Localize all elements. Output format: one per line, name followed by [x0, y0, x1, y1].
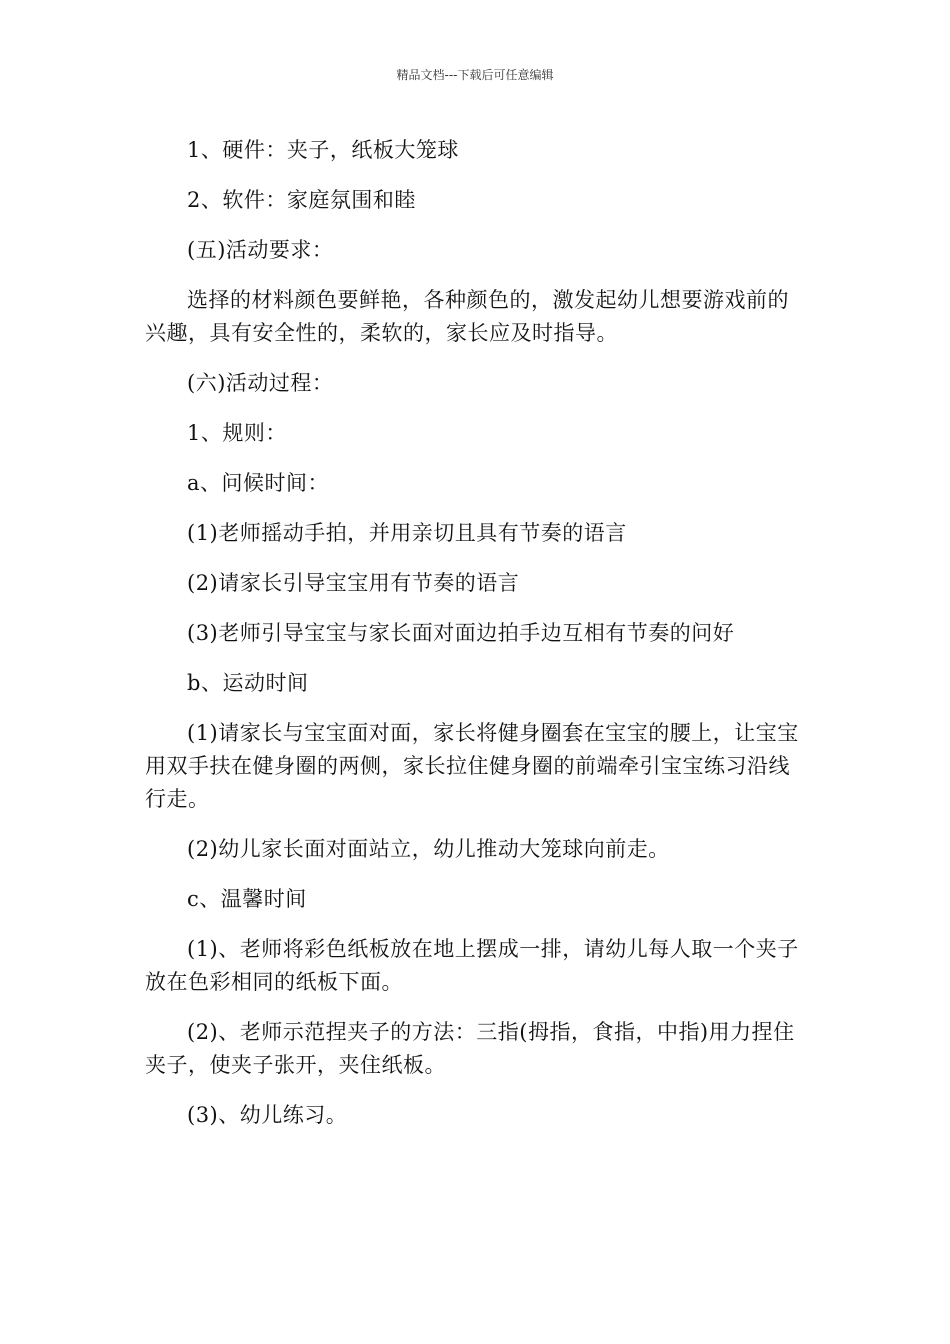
paragraph-software: 2、软件：家庭氛围和睦 — [187, 188, 416, 212]
document-body — [145, 134, 810, 1149]
list-item: (1)请家长与宝宝面对面，家长将健身圈套在宝宝的腰上，让宝宝用双手扶在健身圈的两侧，家长拉住健身圈的前端牵引宝宝练习沿线行走。 — [145, 721, 799, 811]
paragraph-hardware: 1、硬件：夹子，纸板大笼球 — [187, 138, 459, 162]
list-item: (2)、老师示范捏夹子的方法：三指(拇指，食指，中指)用力捏住夹子，使夹子张开，夹住纸板。 — [145, 1020, 795, 1077]
subheading-exercise: b、运动时间 — [187, 671, 309, 695]
list-item: (3)老师引导宝宝与家长面对面边拍手边互相有节奏的问好 — [187, 621, 735, 645]
list-item: (2)幼儿家长面对面站立，幼儿推动大笼球向前走。 — [187, 837, 670, 861]
list-item: (1)、老师将彩色纸板放在地上摆成一排，请幼儿每人取一个夹子放在色彩相同的纸板下面。 — [145, 937, 799, 994]
page-header: 精品文档---下载后可任意编辑 — [396, 68, 554, 82]
list-item: (3)、幼儿练习。 — [187, 1103, 348, 1127]
paragraph-requirements: 选择的材料颜色要鲜艳，各种颜色的，激发起幼儿想要游戏前的兴趣，具有安全性的，柔软的，家长应及时指导。 — [145, 288, 789, 345]
subheading-greeting: a、问候时间： — [187, 471, 330, 495]
section-heading-requirements: (五)活动要求： — [187, 238, 334, 262]
section-heading-process: (六)活动过程： — [187, 371, 334, 395]
list-item: (1)老师摇动手拍，并用亲切且具有节奏的语言 — [187, 521, 627, 545]
subheading-warm-time: c、温馨时间 — [187, 887, 307, 911]
list-item: (2)请家长引导宝宝用有节奏的语言 — [187, 571, 520, 595]
paragraph-rules: 1、规则： — [187, 421, 287, 445]
